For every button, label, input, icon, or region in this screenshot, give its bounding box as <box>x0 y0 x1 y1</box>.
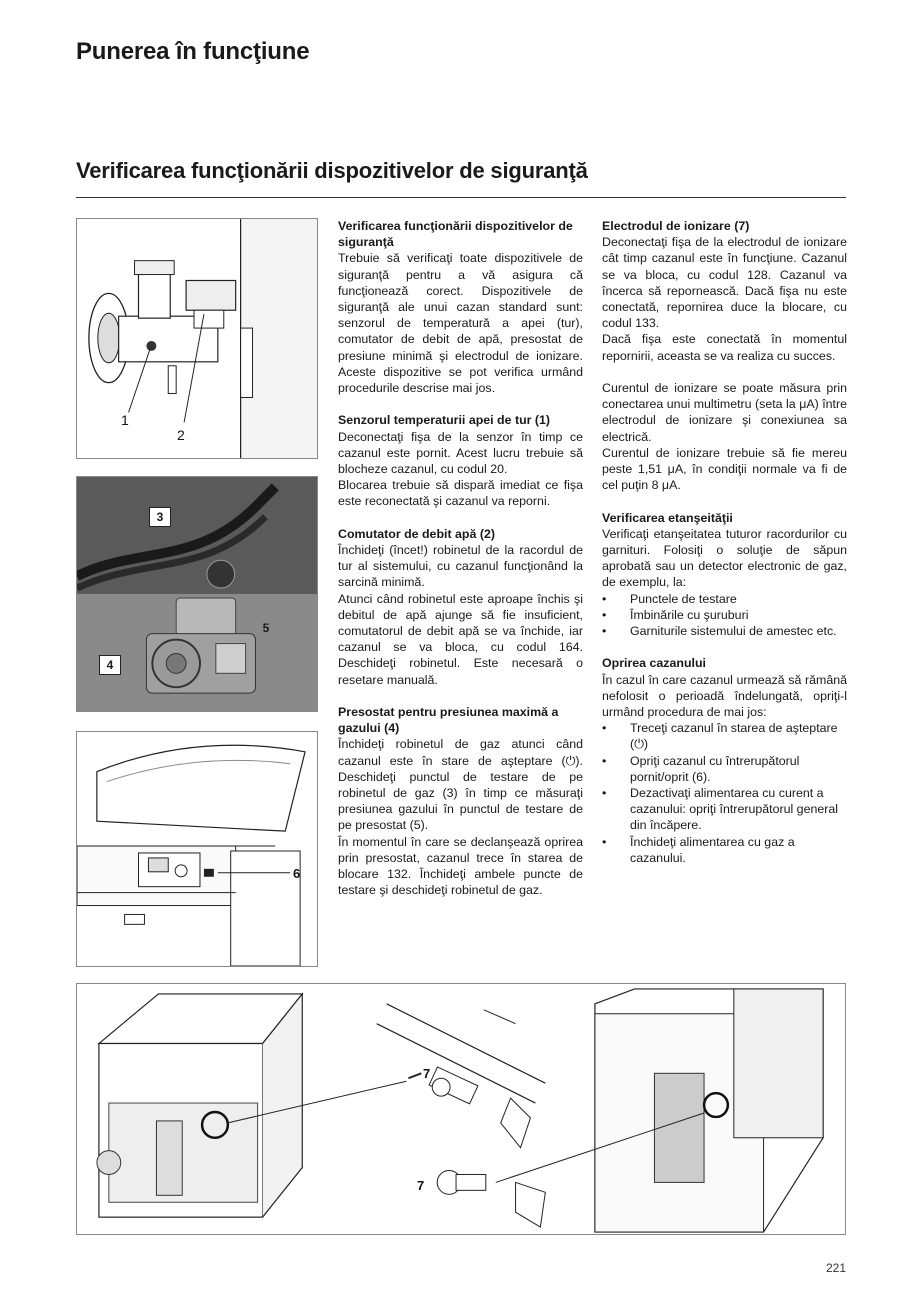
figure-gas-valve-photo <box>76 476 318 712</box>
flow-text-1: Închideţi (încet!) robinetul de la racordul de tur al sistemului, cu cazanul funcţionând la sarcină minimă. <box>338 543 583 590</box>
stop-list <box>602 720 847 866</box>
ion-heading: Electrodul de ionizare (7) <box>602 219 750 233</box>
figure-sensor-flow-switch <box>76 218 318 459</box>
intro-text: Trebuie să verificaţi toate dispozitivele de siguranţă pentru a vă asigura că funcţionează corect. Dispozitivele de siguranţă ale unui cazan standard sunt: senzorul de temperatură a apei (tur), comutator de debit de apă, presostat de presiune minimă şi electrodul de ionizare. Aceste dispozitive se pot verifica urmând procedurile descrise mai jos. <box>338 251 583 396</box>
section-divider <box>76 197 846 198</box>
seal-heading: Verificarea etanşeităţii <box>602 510 733 525</box>
list-item: • Opriţi cazanul cu întrerupătorul pornit/oprit (6). <box>602 753 847 785</box>
text-column-1 <box>338 218 583 898</box>
callout-1: 1 <box>121 412 129 428</box>
gas-valve-photo-drawing <box>77 477 317 711</box>
ion-text-3: Curentul de ionizare se poate măsura prin conectarea unui multimetru (seta la μA) între electrodul de ionizare şi conexiunea sa electrică. <box>602 381 847 444</box>
flow-heading: Comutator de debit apă (2) <box>338 526 495 541</box>
ion-text-2: Dacă fişa este conectată în momentul repornirii, aceasta se va realiza cu succes. <box>602 332 847 363</box>
flow-text-2: Atunci când robinetul este aproape închis şi debitul de apă ajunge să fie insuficient, comutatorul de debit apă se va închide, iar cazanul se va bloca, cu codul 164. Deschideţi robinetul. Este necesară o resetare manuală. <box>338 591 583 687</box>
list-item: • Îmbinările cu şuruburi <box>602 607 847 623</box>
page-header: Punerea în funcţiune <box>76 38 310 65</box>
callout-7-top: 7 <box>423 1066 431 1081</box>
page-number: 221 <box>825 1261 846 1275</box>
callout-4: 4 <box>99 655 121 675</box>
pressure-heading: Presostat pentru presiunea maximă a gazului (4) <box>338 705 559 736</box>
stop-text: În cazul în care cazanul urmează să rămână nefolosit o perioadă îndelungată, opriţi-l urmând procedura de mai jos: <box>602 672 847 720</box>
text-column-2 <box>602 218 847 866</box>
callout-2: 2 <box>177 427 185 443</box>
pressure-text-1: Închideţi robinetul de gaz atunci când cazanul este în stare de aşteptare (⏻). Deschideţi punctul de testare de pe robinetul de gaz (3) în timp ce măsuraţi presiunea gazului în punctul de testare de pe presostat (5). <box>338 737 583 833</box>
list-item: • Dezactivaţi alimentarea cu curent a cazanului: opriţi întrerupătorul general din încăpere. <box>602 785 847 834</box>
ionization-electrode-drawing <box>77 984 845 1234</box>
intro-heading: Verificarea funcţionării dispozitivelor de siguranţă <box>338 219 573 250</box>
ion-text-1: Deconectaţi fişa de la electrodul de ionizare cât timp cazanul este în funcţiune. Cazanul se va bloca, cu codul 128. Cazanul va încerca să repornească. Dacă fişa nu este conectată, repornirea duce la blocare, cu codul 133. <box>602 235 847 331</box>
section-title: Verificarea funcţionării dispozitivelor de siguranţă <box>76 158 588 183</box>
callout-5: 5 <box>262 621 270 635</box>
stop-heading: Oprirea cazanului <box>602 656 706 671</box>
ion-text-4: Curentul de ionizare trebuie să fie mereu peste 1,51 μA, în condiţii normale va fi de cel puţin 8 μA. <box>602 445 847 493</box>
list-item: • Punctele de testare <box>602 591 847 607</box>
list-item: • Garniturile sistemului de amestec etc. <box>602 623 847 639</box>
callout-6: 6 <box>293 866 301 881</box>
callout-3: 3 <box>149 507 171 527</box>
figure-ionization-electrode <box>76 983 846 1235</box>
control-panel-drawing <box>77 732 317 966</box>
list-item: • Închideţi alimentarea cu gaz a cazanului. <box>602 834 847 866</box>
callout-7-bottom: 7 <box>417 1178 425 1193</box>
seal-text: Verificaţi etanşeitatea tuturor racordurilor cu garnituri. Folosiţi o soluţie de săpun aprobată sau un detector electronic de gaz, de exemplu, la: <box>602 526 847 590</box>
pressure-text-2: În momentul în care se declanşează oprirea prin presostat, cazanul trece în starea de blocare 132. Închideţi ambele puncte de testare şi deschideţi robinetul de gaz. <box>338 834 583 898</box>
sensor-text-1: Deconectaţi fişa de la senzor în timp ce cazanul este pornit. Acest lucru trebuie să blocheze cazanul, cu codul 20. <box>338 429 583 477</box>
seal-list <box>602 591 847 640</box>
list-item: • Treceţi cazanul în starea de aşteptare (⏻) <box>602 720 847 752</box>
sensor-text-2: Blocarea trebuie să dispară imediat ce fişa este reconectată şi cazanul va reporni. <box>338 478 583 509</box>
figure-control-panel <box>76 731 318 967</box>
sensor-flow-switch-drawing <box>77 219 317 458</box>
sensor-heading: Senzorul temperaturii apei de tur (1) <box>338 413 551 428</box>
